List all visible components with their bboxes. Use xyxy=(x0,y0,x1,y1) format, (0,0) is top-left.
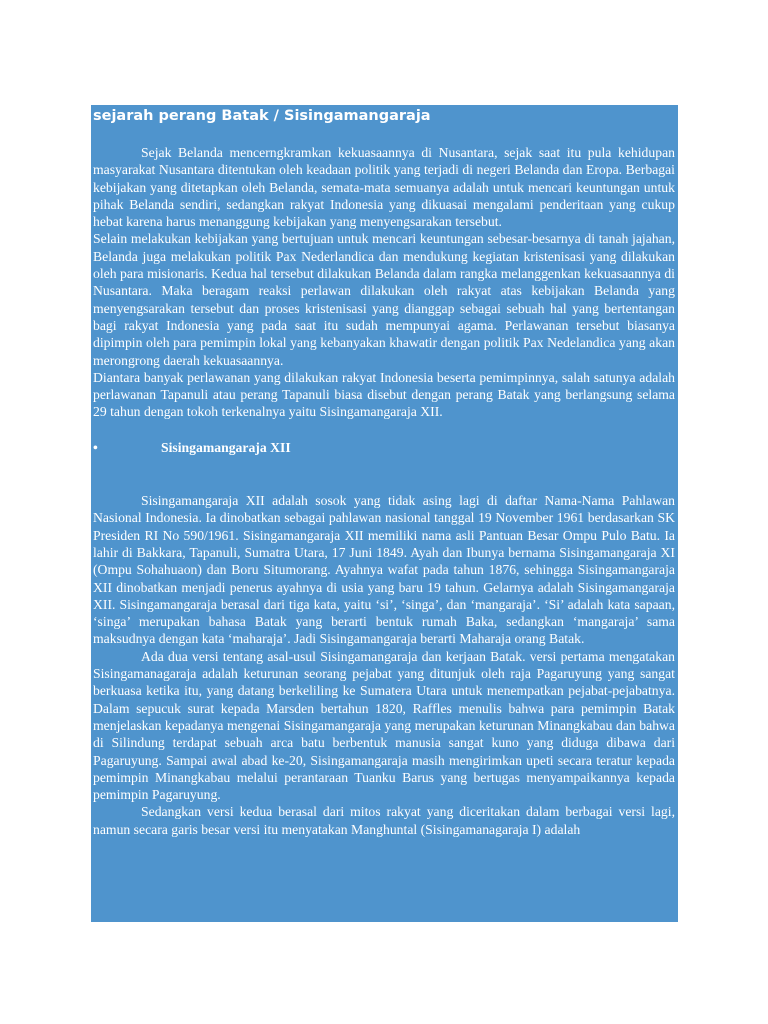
body-paragraph-1: Sisingamangaraja XII adalah sosok yang tidak asing lagi di daftar Nama-Nama Pahlawan Nasional Indonesia. Ia dinobatkan sebagai pahlawan nasional tanggal 19 November 1961 berdasarkan SK Presiden RI No 590/1961. Sisingamangaraja XII memiliki nama asli Pantuan Besar Ompu Pulo Batu. Ia lahir di Bakkara, Tapanuli, Sumatra Utara, 17 Juni 1849. Ayah dan Ibunya bernama Sisingamangaraja XI (Ompu Sohahuaon) dan Boru Situmorang. Ayahnya wafat pada tahun 1876, sehingga Sisingamangaraja XII dinobatkan menjadi penerus ayahnya di usia yang baru 19 tahun. Gelarnya adalah Sisingamangaraja XII. Sisingamangaraja berasal dari tiga kata, yaitu ‘si’, ‘singa’, dan ‘mangaraja’. ‘Si’ adalah kata sapaan, ‘singa’ merupakan bahasa Batak yang berarti bentuk rumah Baka, sedangkan ‘mangaraja’ sama maksudnya dengan kata ‘maharaja’. Jadi Sisingamangaraja berarti Maharaja orang Batak. xyxy=(93,493,675,647)
bullet-icon: • xyxy=(93,439,98,455)
body-paragraph-3: Sedangkan versi kedua berasal dari mitos rakyat yang diceritakan dalam berbagai versi lagi, namun secara garis besar versi itu menyatakan Manghuntal (Sisingamanagaraja I) adalah xyxy=(93,804,675,837)
document-title: sejarah perang Batak / Sisingamangaraja xyxy=(93,108,431,124)
intro-paragraph-2: Selain melakukan kebijakan yang bertujuan untuk mencari keuntungan sebesar-besarnya di tanah jajahan, Belanda juga melakukan politik Pax Nederlandica dan mendukung kegiatan kristenisasi yang dilakukan oleh para misionaris. Kedua hal tersebut dilakukan Belanda dalam rangka melanggenkan kekuasaannya di Nusantara. Maka beragam reaksi perlawan dilakukan oleh rakyat atas kebijakan Belanda yang menyengsarakan tersebut dan proses kristenisasi yang dianggap sebagai sebuah hal yang bertentangan bagi rakyat Indonesia yang pada saat itu sudah mempunyai agama. Perlawanan tersebut biasanya dipimpin oleh para pemimpin lokal yang kebanyakan khawatir dengan politik Pax Nedelandica yang akan merongrong daerah kekuasaannya. xyxy=(93,231,675,368)
body-paragraph-2: Ada dua versi tentang asal-usul Sisingamangaraja dan kerjaan Batak. versi pertama mengatakan Sisingamanagaraja adalah keturunan seorang pejabat yang ditunjuk oleh raja Pagaruyung yang sangat berkuasa ketika itu, yang datang berkeliling ke Sumatera Utara untuk menempatkan pejabat-pejabatnya. Dalam sepucuk surat kepada Marsden bertahun 1820, Raffles menulis bahwa para pemimpin Batak menjelaskan kepadanya mengenai Sisingamangaraja yang merupakan keturunan Minangkabau dan bahwa di Silindung terdapat sebuah arca batu berbentuk manusia sangat kuno yang diduga dibawa dari Pagaruyung. Sampai awal abad ke-20, Sisingamangaraja masih mengirimkan upeti secara teratur kepada pemimpin Minangkabau melalui perantaraan Tuanku Barus yang bertugas menyampaikannya kepada pemimpin Pagaruyung. xyxy=(93,648,675,803)
intro-paragraph-1: Sejak Belanda mencerngkramkan kekuasaannya di Nusantara, sejak saat itu pula kehidupan masyarakat Nusantara ditentukan oleh keadaan politik yang terjadi di negeri Belanda dan Eropa. Berbagai kebijakan yang ditetapkan oleh Belanda, semata-mata semuanya adalah untuk mencari keuntungan untuk pihak Belanda sendiri, sedangkan rakyat Indonesia yang dikuasai mengalami penderitaan yang cukup hebat karena harus menanggung kebijakan yang menyengsarakan tersebut. xyxy=(93,145,675,230)
intro-paragraph-3: Diantara banyak perlawanan yang dilakukan rakyat Indonesia beserta pemimpinnya, salah satunya adalah perlawanan Tapanuli atau perang Tapanuli biasa disebut dengan perang Batak yang berlangsung selama 29 tahun dengan tokoh terkenalnya yaitu Sisingamangaraja XII. xyxy=(93,369,675,420)
highlighted-text-block xyxy=(91,105,678,922)
section-heading: Sisingamangaraja XII xyxy=(161,439,291,455)
bullet-heading-row xyxy=(93,439,675,456)
